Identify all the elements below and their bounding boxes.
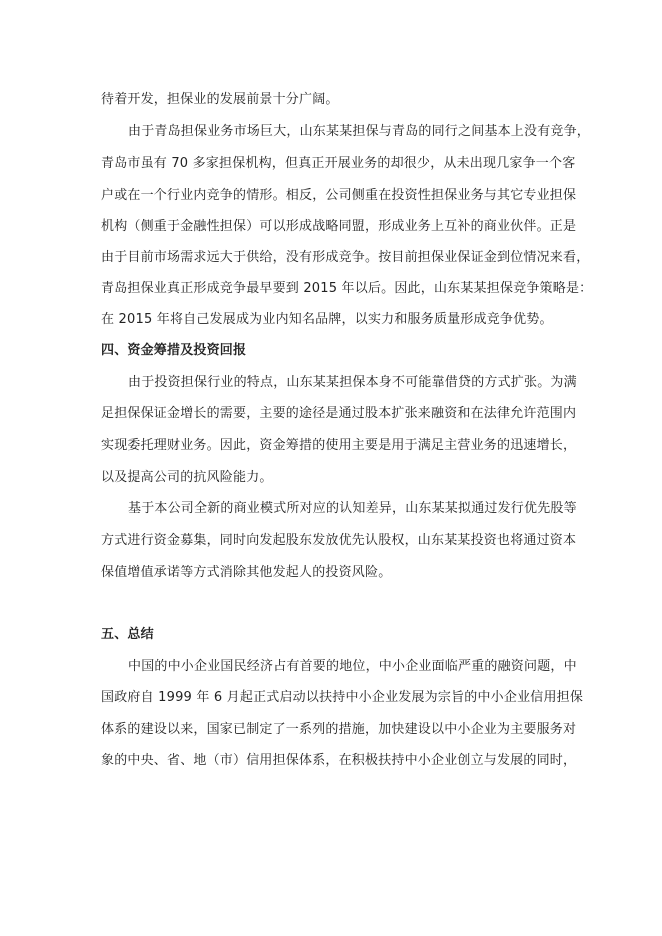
- text-line: 象的中央、省、地（市）信用担保体系，在积极扶持中小企业创立与发展的同时，: [101, 753, 577, 768]
- text-line: 足担保保证金增长的需要，主要的途径是通过股本扩张来融资和在法律允许范围内: [101, 406, 577, 421]
- text-line: 由于投资担保行业的特点，山东某某担保本身不可能靠借贷的方式扩张。为满: [128, 375, 577, 390]
- text-line: 中国的中小企业国民经济占有首要的地位，中小企业面临严重的融资问题，中: [128, 659, 577, 674]
- text-line: 户或在一个行业内竞争的情形。相反，公司侧重在投资性担保业务与其它专业担保: [101, 188, 577, 203]
- text-line: 青岛担保业真正形成竞争最早要到 2015 年以后。因此，山东某某担保竞争策略是：: [101, 281, 593, 296]
- section-heading: 四、资金筹措及投资回报: [101, 343, 247, 358]
- text-line: 以及提高公司的抗风险能力。: [101, 470, 273, 485]
- text-line: 由于目前市场需求远大于供给，没有形成竞争。按目前担保业保证金到位情况来看，: [101, 250, 590, 265]
- text-line: 待着开发，担保业的发展前景十分广阔。: [101, 92, 339, 107]
- text-line: 基于本公司全新的商业模式所对应的认知差异，山东某某拟通过发行优先股等: [128, 501, 577, 516]
- text-line: 方式进行资金募集，同时向发起股东发放优先认股权，山东某某投资也将通过资本: [101, 533, 577, 548]
- text-line: 青岛市虽有 70 多家担保机构，但真正开展业务的却很少，从未出现几家争一个客: [101, 156, 576, 171]
- text-line: 由于青岛担保业务市场巨大，山东某某担保与青岛的同行之间基本上没有竞争，: [128, 124, 591, 139]
- text-line: 实现委托理财业务。因此，资金筹措的使用主要是用于满足主营业务的迅速增长，: [101, 438, 577, 453]
- section-heading: 五、总结: [101, 627, 154, 642]
- text-line: 体系的建设以来，国家已制定了一系列的措施，加快建设以中小企业为主要服务对: [101, 722, 577, 737]
- text-line: 在 2015 年将自己发展成为业内知名品牌，以实力和服务质量形成竞争优势。: [101, 312, 553, 327]
- text-line: 保值增值承诺等方式消除其他发起人的投资风险。: [101, 565, 392, 580]
- text-line: 机构（侧重于金融性担保）可以形成战略同盟，形成业务上互补的商业伙伴。正是: [101, 219, 577, 234]
- text-line: 国政府自 1999 年 6 月起正式启动以扶持中小企业发展为宗旨的中小企业信用担保: [101, 690, 584, 705]
